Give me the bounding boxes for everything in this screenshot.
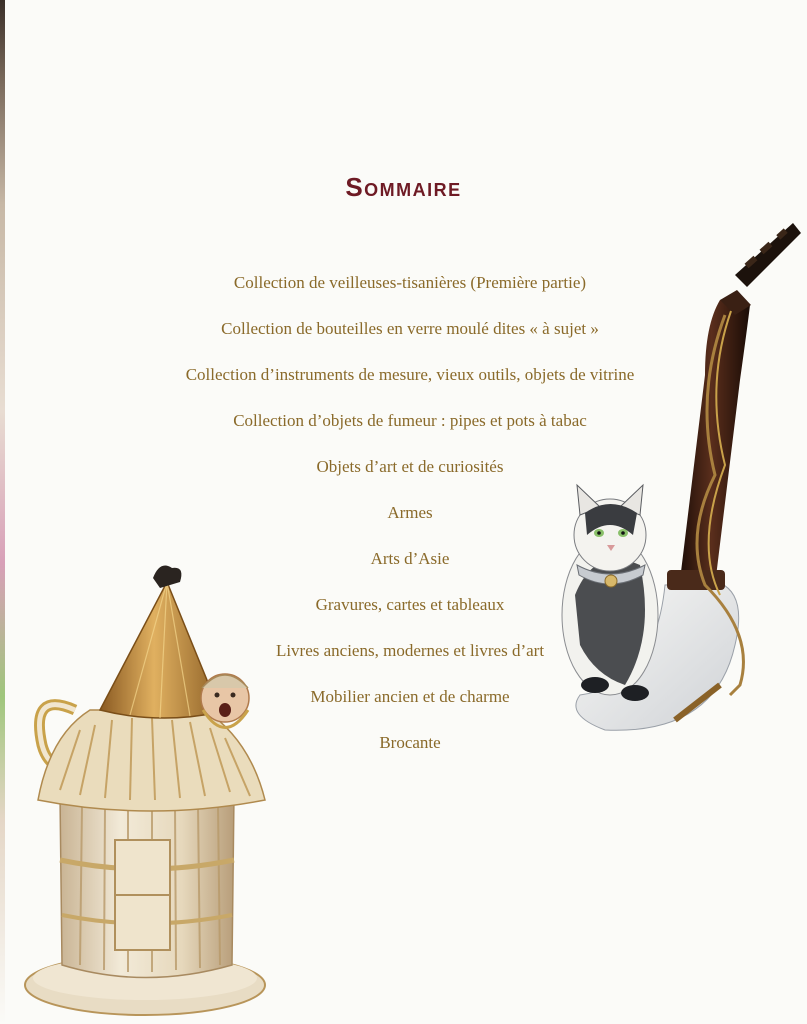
toc-item[interactable]: Objets d’art et de curiosités: [316, 457, 504, 476]
page-edge-strip: [0, 0, 5, 1024]
toc-item[interactable]: Armes: [387, 503, 433, 522]
toc-item[interactable]: Mobilier ancien et de charme: [310, 687, 510, 706]
toc-item[interactable]: Collection d’instruments de mesure, vieux outils, objets de vitrine: [185, 365, 635, 384]
toc-item[interactable]: Gravures, cartes et tableaux: [315, 595, 505, 614]
toc-item[interactable]: Brocante: [379, 733, 441, 752]
veilleuse-hut-image: [20, 560, 280, 1020]
toc-item[interactable]: Collection de veilleuses-tisanières (Première partie): [233, 273, 587, 292]
toc-item[interactable]: Collection d’objets de fumeur : pipes et pots à tabac: [233, 411, 587, 430]
toc-item[interactable]: Arts d’Asie: [370, 549, 450, 568]
cat-pipe-image: [555, 215, 807, 735]
toc-item[interactable]: Livres anciens, modernes et livres d’art: [275, 641, 545, 660]
page-title: Sommaire: [345, 172, 462, 203]
toc-item[interactable]: Collection de bouteilles en verre moulé dites « à sujet »: [221, 319, 599, 338]
